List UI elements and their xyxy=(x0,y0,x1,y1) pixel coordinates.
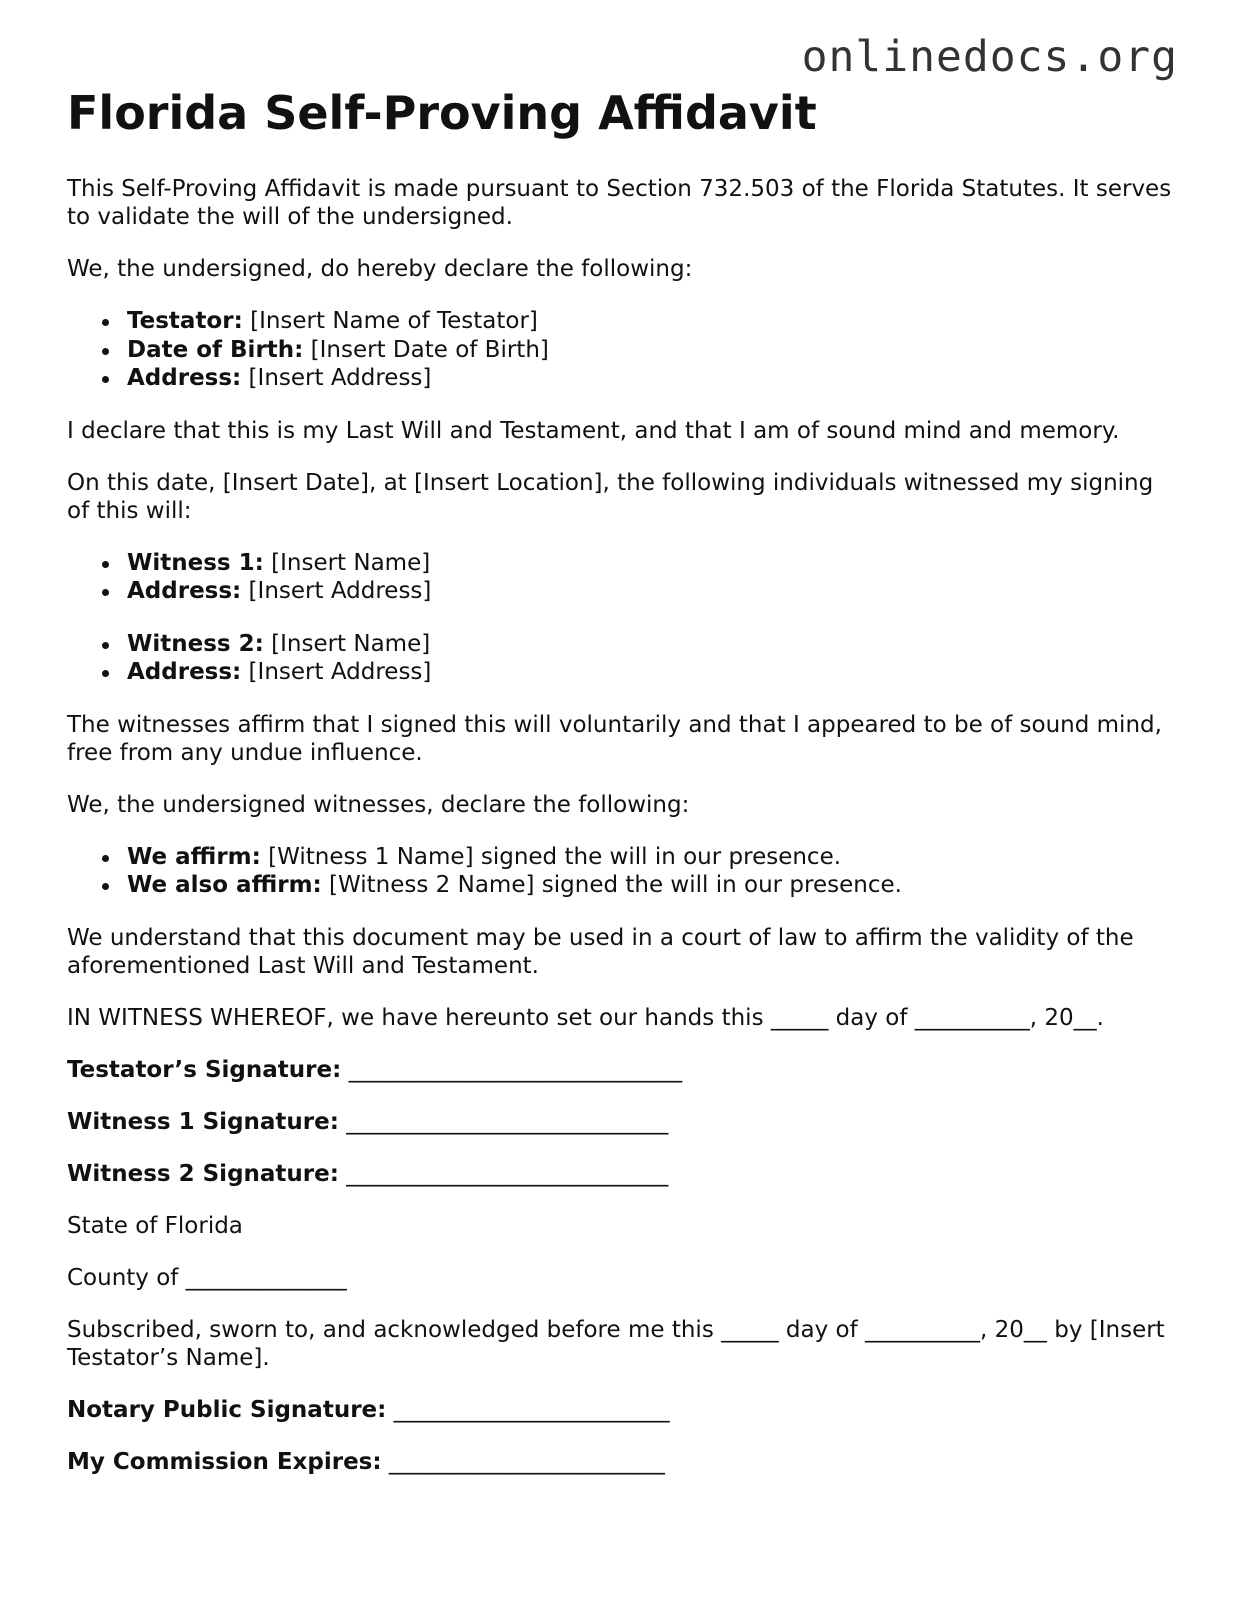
witness-2-signature-line xyxy=(67,1160,1177,1188)
item-label: Address: xyxy=(127,365,242,392)
notary-signature-line xyxy=(67,1396,1177,1424)
declare-intro: We, the undersigned, do hereby declare the following: xyxy=(67,256,693,283)
item-label: Date of Birth: xyxy=(127,336,304,363)
list-item xyxy=(127,336,1177,365)
notary-block xyxy=(67,1396,1177,1476)
state-line: State of Florida xyxy=(67,1212,243,1239)
list-item xyxy=(127,307,1177,336)
signature-blank: ________________________ xyxy=(381,1448,665,1475)
item-value: [Insert Address] xyxy=(241,578,432,605)
list-item xyxy=(127,658,1177,687)
list-item xyxy=(127,871,1177,900)
item-label: Witness 2: xyxy=(127,630,264,657)
intro-paragraph: This Self-Proving Affidavit is made pursuant to Section 732.503 of the Florida Statutes. It serves to validate the will of the undersigned. xyxy=(67,176,1172,231)
witnesses-declare: We, the undersigned witnesses, declare the following: xyxy=(67,791,690,818)
document-page xyxy=(67,86,1177,1500)
understand-paragraph: We understand that this document may be used in a court of law to affirm the validity of the aforementioned Last Will and Testament. xyxy=(67,924,1134,979)
commission-expires-line xyxy=(67,1448,1177,1476)
item-label: We affirm: xyxy=(127,843,261,870)
item-value: [Insert Address] xyxy=(241,365,432,392)
affirmation-paragraph: The witnesses affirm that I signed this will voluntarily and that I appeared to be of sound mind, free from any undue influence. xyxy=(67,711,1162,766)
list-item xyxy=(127,364,1177,393)
item-label: Witness 1: xyxy=(127,549,264,576)
item-value: [Witness 2 Name] signed the will in our presence. xyxy=(321,872,902,899)
item-label: Testator: xyxy=(127,308,243,335)
signature-blank: ________________________ xyxy=(386,1396,670,1423)
testator-list xyxy=(67,307,1177,393)
item-label: Address: xyxy=(127,659,242,686)
item-label: Address: xyxy=(127,578,242,605)
declaration-paragraph: I declare that this is my Last Will and Testament, and that I am of sound mind and memory. xyxy=(67,417,1120,444)
watermark: onlinedocs.org xyxy=(801,32,1178,82)
signature-blank: _____________________________ xyxy=(341,1056,683,1083)
county-line: County of ______________ xyxy=(67,1264,347,1291)
item-value: [Witness 1 Name] signed the will in our presence. xyxy=(260,843,842,870)
subscribed-paragraph: Subscribed, sworn to, and acknowledged before me this _____ day of __________, 20__ by [Insert Testator’s Name]. xyxy=(67,1316,1165,1371)
list-item xyxy=(127,577,1177,606)
signature-label: Testator’s Signature: xyxy=(67,1056,342,1083)
witness-1-list xyxy=(67,549,1177,606)
list-item xyxy=(127,843,1177,872)
witness-1-signature-line xyxy=(67,1108,1177,1136)
list-item xyxy=(127,549,1177,578)
signature-blank: ____________________________ xyxy=(338,1108,669,1135)
item-value: [Insert Name] xyxy=(263,630,431,657)
signature-block xyxy=(67,1056,1177,1188)
witness-2-list xyxy=(67,630,1177,687)
item-value: [Insert Name] xyxy=(263,549,431,576)
signature-blank: ____________________________ xyxy=(338,1160,669,1187)
document-title: Florida Self-Proving Affidavit xyxy=(67,86,817,140)
witness-intro: On this date, [Insert Date], at [Insert Location], the following individuals witnessed my signing of this will: xyxy=(67,469,1154,524)
item-value: [Insert Date of Birth] xyxy=(303,336,549,363)
item-value: [Insert Address] xyxy=(241,659,432,686)
testator-signature-line xyxy=(67,1056,1177,1084)
item-label: We also affirm: xyxy=(127,872,322,899)
in-witness-paragraph: IN WITNESS WHEREOF, we have hereunto set our hands this _____ day of __________, 20__. xyxy=(67,1004,1104,1031)
signature-label: Witness 2 Signature: xyxy=(67,1160,339,1187)
signature-label: Witness 1 Signature: xyxy=(67,1108,339,1135)
item-value: [Insert Name of Testator] xyxy=(242,308,538,335)
affirm-list xyxy=(67,843,1177,900)
signature-label: My Commission Expires: xyxy=(67,1448,382,1475)
list-item xyxy=(127,630,1177,659)
signature-label: Notary Public Signature: xyxy=(67,1396,387,1423)
